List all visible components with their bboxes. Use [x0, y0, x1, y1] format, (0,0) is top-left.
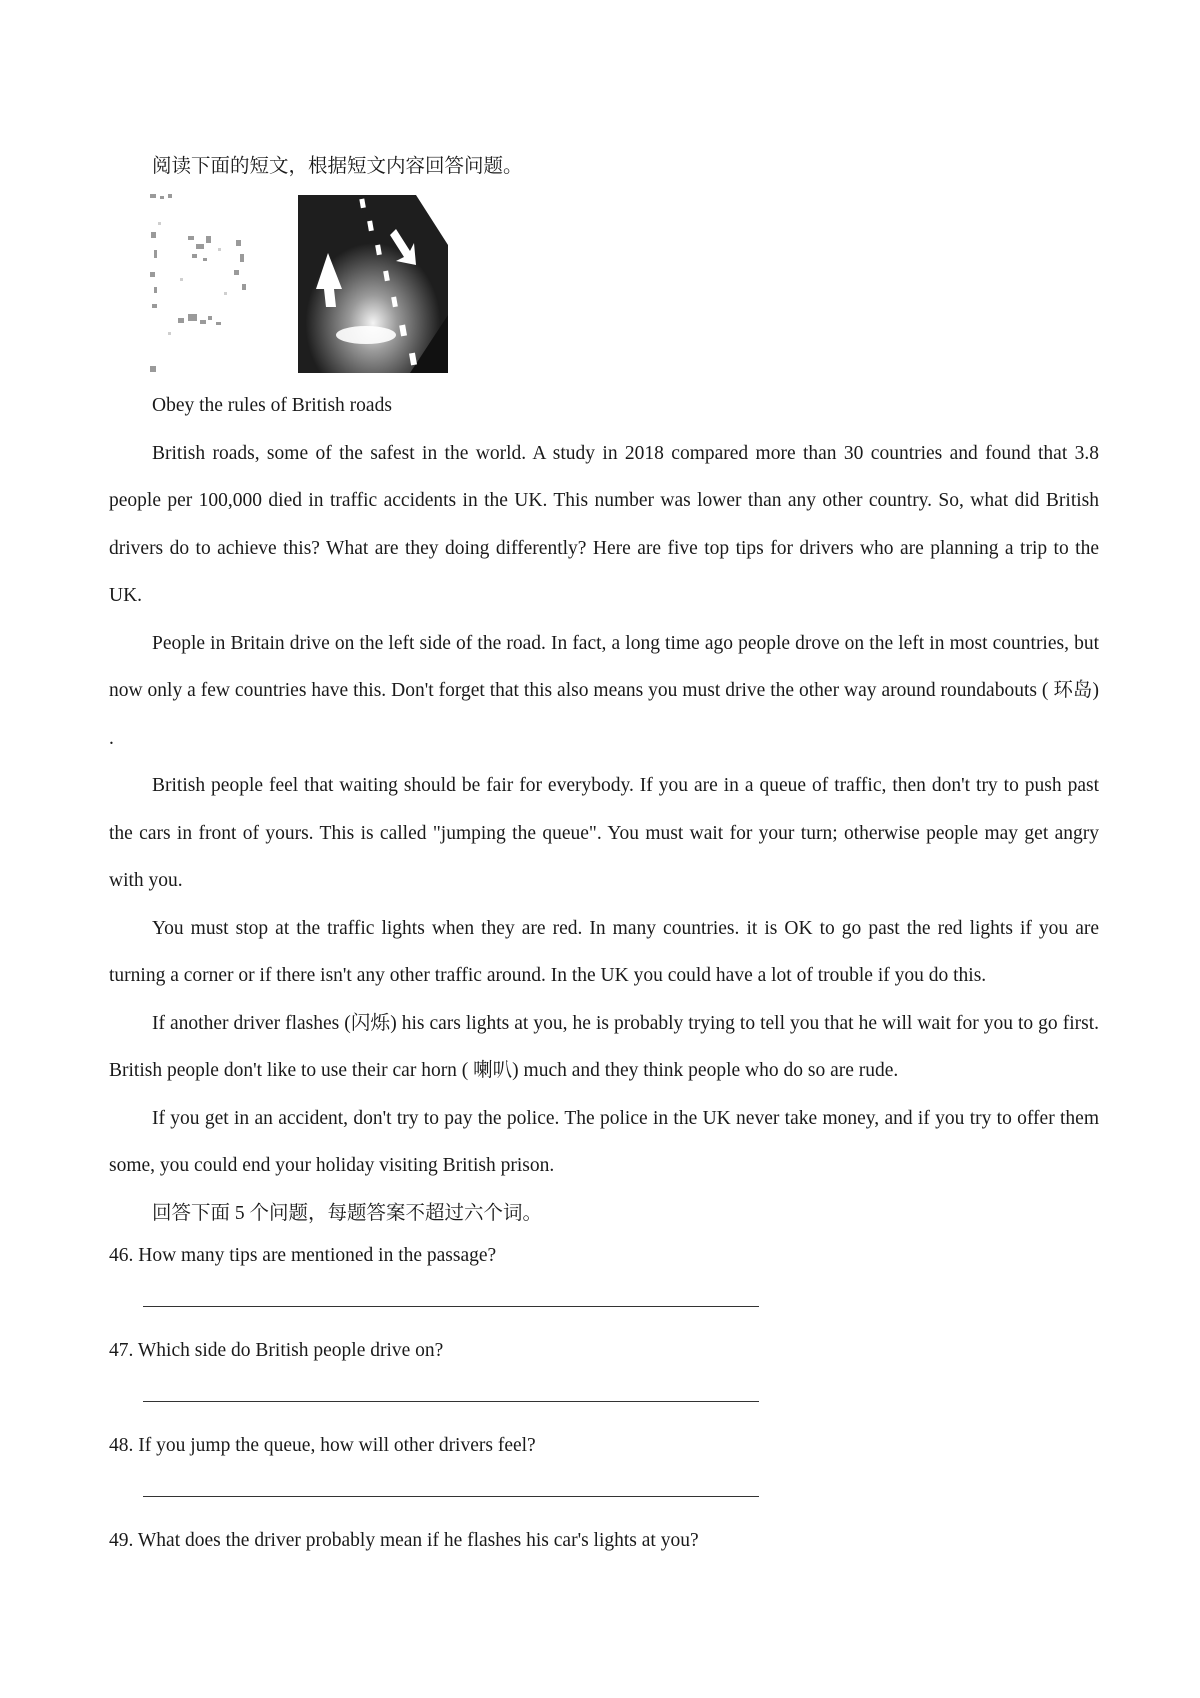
passage-paragraph: British people feel that waiting should be fair for everybody. If you are in a queue of traffic, then don't try to push past the cars in front of yours. This is called "jumping the queue". You must wait for your turn; otherwise people may get angry with you.	[109, 775, 1099, 891]
passage-paragraph: If another driver flashes (闪烁) his cars lights at you, he is probably trying to tell you that he will wait for you to go first. British people don't like to use their car horn ( 喇叭) much and they think people who do so are rude.	[109, 1012, 1099, 1081]
question-46: 46. How many tips are mentioned in the passage?	[109, 1245, 497, 1266]
question-48: 48. If you jump the queue, how will other drivers feel?	[109, 1435, 536, 1456]
passage-title: Obey the rules of British roads	[152, 395, 392, 416]
answer-blank-46[interactable]	[109, 1280, 1099, 1328]
answer-line	[143, 1496, 759, 1497]
reading-instruction: 阅读下面的短文，根据短文内容回答问题。	[152, 156, 523, 177]
passage-paragraph: People in Britain drive on the left side of the road. In fact, a long time ago people drove on the left in most countries, but now only a few countries have this. Don't forget that this also means you must drive the other way around roundabouts ( 环岛) .	[109, 632, 1099, 749]
passage-paragraph: You must stop at the traffic lights when they are red. In many countries. it is OK to go past the red lights if you are turning a corner or if there isn't any other traffic around. In the UK you could have a lot of trouble if you do this.	[109, 917, 1099, 986]
question-list	[109, 1232, 1099, 1565]
passage-paragraph: British roads, some of the safest in the world. A study in 2018 compared more than 30 countries and found that 3.8 people per 100,000 died in traffic accidents in the UK. This number was lower than any other country. So, what did British drivers do to achieve this? What are they doing differently? Here are five top tips for drivers who are planning a trip to the UK.	[109, 442, 1099, 606]
question-instruction: 回答下面 5 个问题，每题答案不超过六个词。	[152, 1202, 543, 1224]
road-arrows-photo-icon	[298, 195, 448, 373]
passage	[109, 382, 1099, 1237]
answer-line	[143, 1306, 759, 1307]
question-47: 47. Which side do British people drive on?	[109, 1340, 444, 1361]
answer-blank-47[interactable]	[109, 1375, 1099, 1423]
answer-blank-48[interactable]	[109, 1470, 1099, 1518]
answer-line	[143, 1401, 759, 1402]
scan-artifact-icon	[148, 192, 258, 376]
passage-paragraph: If you get in an accident, don't try to pay the police. The police in the UK never take money, and if you try to offer them some, you could end your holiday visiting British prison.	[109, 1107, 1099, 1176]
question-49: 49. What does the driver probably mean if he flashes his car's lights at you?	[109, 1530, 699, 1551]
passage-figure	[148, 192, 448, 376]
